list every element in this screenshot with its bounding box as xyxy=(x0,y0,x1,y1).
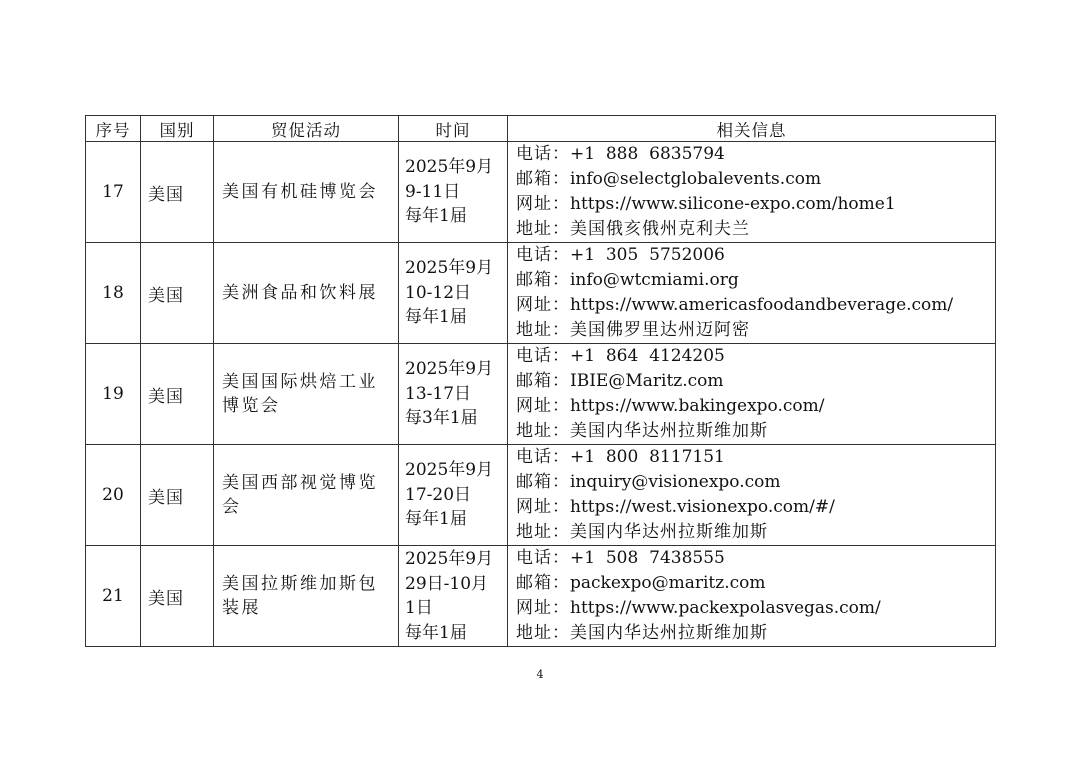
table-row xyxy=(86,243,996,344)
email-line xyxy=(516,167,995,192)
phone-line xyxy=(516,344,995,369)
event-time xyxy=(399,445,508,546)
country: 美国 xyxy=(141,445,214,546)
website-line xyxy=(516,394,995,419)
website-value[interactable]: https://www.silicone-expo.com/home1 xyxy=(570,194,896,214)
address-value: 美国内华达州拉斯维加斯 xyxy=(570,421,768,441)
address-value: 美国俄亥俄州克利夫兰 xyxy=(570,219,750,239)
website-label: 网址： xyxy=(516,497,570,517)
phone-line xyxy=(516,142,995,167)
time-line: 10-12日 xyxy=(405,282,472,303)
serial-number: 19 xyxy=(86,344,141,445)
website-label: 网址： xyxy=(516,295,570,315)
phone-value: +1 864 4124205 xyxy=(570,346,725,366)
page-number: 4 xyxy=(536,668,544,681)
time-line: 2025年9月 xyxy=(405,549,494,569)
email-value[interactable]: info@selectglobalevents.com xyxy=(570,169,822,189)
serial-number: 18 xyxy=(86,243,141,344)
address-value: 美国内华达州拉斯维加斯 xyxy=(570,522,768,542)
event-name: 美国西部视觉博览会 xyxy=(214,445,399,546)
address-line xyxy=(516,419,995,444)
trade-events-table xyxy=(85,115,996,647)
email-label: 邮箱： xyxy=(516,371,570,391)
email-label: 邮箱： xyxy=(516,573,570,593)
email-value[interactable]: inquiry@visionexpo.com xyxy=(570,472,781,492)
email-line xyxy=(516,571,995,596)
email-line xyxy=(516,369,995,394)
event-name: 美国有机硅博览会 xyxy=(214,142,399,243)
phone-label: 电话： xyxy=(516,447,570,467)
header-serial: 序号 xyxy=(86,116,141,142)
phone-line xyxy=(516,546,995,571)
contact-info xyxy=(508,142,996,243)
website-value[interactable]: https://www.americasfoodandbeverage.com/ xyxy=(570,295,954,315)
email-line xyxy=(516,268,995,293)
website-value[interactable]: https://www.bakingexpo.com/ xyxy=(570,396,825,416)
website-value[interactable]: https://west.visionexpo.com/#/ xyxy=(570,497,835,517)
phone-label: 电话： xyxy=(516,346,570,366)
website-label: 网址： xyxy=(516,598,570,618)
event-time xyxy=(399,546,508,647)
address-label: 地址： xyxy=(516,623,570,643)
time-line: 29日-10月 xyxy=(405,573,489,594)
phone-value: +1 888 6835794 xyxy=(570,144,725,164)
phone-value: +1 800 8117151 xyxy=(570,447,725,467)
contact-info xyxy=(508,243,996,344)
time-line: 每年1届 xyxy=(405,509,467,530)
address-value: 美国佛罗里达州迈阿密 xyxy=(570,320,750,340)
phone-line xyxy=(516,445,995,470)
address-value: 美国内华达州拉斯维加斯 xyxy=(570,623,768,643)
header-event: 贸促活动 xyxy=(214,116,399,142)
country: 美国 xyxy=(141,546,214,647)
time-line: 每年1届 xyxy=(405,206,467,227)
time-line: 2025年9月 xyxy=(405,460,494,481)
serial-number: 17 xyxy=(86,142,141,243)
email-label: 邮箱： xyxy=(516,472,570,492)
address-label: 地址： xyxy=(516,522,570,542)
table-row xyxy=(86,344,996,445)
time-line: 17-20日 xyxy=(405,484,472,505)
country: 美国 xyxy=(141,142,214,243)
phone-label: 电话： xyxy=(516,245,570,265)
phone-line xyxy=(516,243,995,268)
website-label: 网址： xyxy=(516,194,570,214)
address-line xyxy=(516,621,995,646)
email-label: 邮箱： xyxy=(516,169,570,189)
time-line: 每年1届 xyxy=(405,622,467,643)
time-line: 每3年1届 xyxy=(405,408,478,429)
phone-value: +1 508 7438555 xyxy=(570,548,725,568)
time-line: 每年1届 xyxy=(405,307,467,328)
address-line xyxy=(516,520,995,545)
email-value[interactable]: packexpo@maritz.com xyxy=(570,573,766,593)
phone-label: 电话： xyxy=(516,548,570,568)
website-line xyxy=(516,293,995,318)
event-time xyxy=(399,243,508,344)
header-time: 时间 xyxy=(399,116,508,142)
address-line xyxy=(516,318,995,343)
website-line xyxy=(516,495,995,520)
website-label: 网址： xyxy=(516,396,570,416)
email-value[interactable]: info@wtcmiami.org xyxy=(570,270,739,290)
serial-number: 21 xyxy=(86,546,141,647)
country: 美国 xyxy=(141,243,214,344)
contact-info xyxy=(508,445,996,546)
event-name: 美国国际烘焙工业博览会 xyxy=(214,344,399,445)
header-country: 国别 xyxy=(141,116,214,142)
email-label: 邮箱： xyxy=(516,270,570,290)
time-line: 9-11日 xyxy=(405,181,461,202)
phone-value: +1 305 5752006 xyxy=(570,245,725,265)
table-row xyxy=(86,546,996,647)
time-line: 1日 xyxy=(405,598,433,618)
website-value[interactable]: https://www.packexpolasvegas.com/ xyxy=(570,598,881,618)
website-line xyxy=(516,596,995,621)
address-label: 地址： xyxy=(516,320,570,340)
table-row xyxy=(86,445,996,546)
address-line xyxy=(516,217,995,242)
address-label: 地址： xyxy=(516,219,570,239)
time-line: 2025年9月 xyxy=(405,359,494,380)
email-line xyxy=(516,470,995,495)
header-info: 相关信息 xyxy=(508,116,996,142)
time-line: 2025年9月 xyxy=(405,157,494,178)
table-row xyxy=(86,142,996,243)
country: 美国 xyxy=(141,344,214,445)
serial-number: 20 xyxy=(86,445,141,546)
phone-label: 电话： xyxy=(516,144,570,164)
address-label: 地址： xyxy=(516,421,570,441)
event-time xyxy=(399,344,508,445)
time-line: 2025年9月 xyxy=(405,258,494,279)
event-time xyxy=(399,142,508,243)
event-name: 美国拉斯维加斯包装展 xyxy=(214,546,399,647)
email-value[interactable]: IBIE@Maritz.com xyxy=(570,371,724,391)
contact-info xyxy=(508,546,996,647)
time-line: 13-17日 xyxy=(405,383,472,404)
contact-info xyxy=(508,344,996,445)
event-name: 美洲食品和饮料展 xyxy=(214,243,399,344)
table-header-row xyxy=(86,116,996,142)
website-line xyxy=(516,192,995,217)
